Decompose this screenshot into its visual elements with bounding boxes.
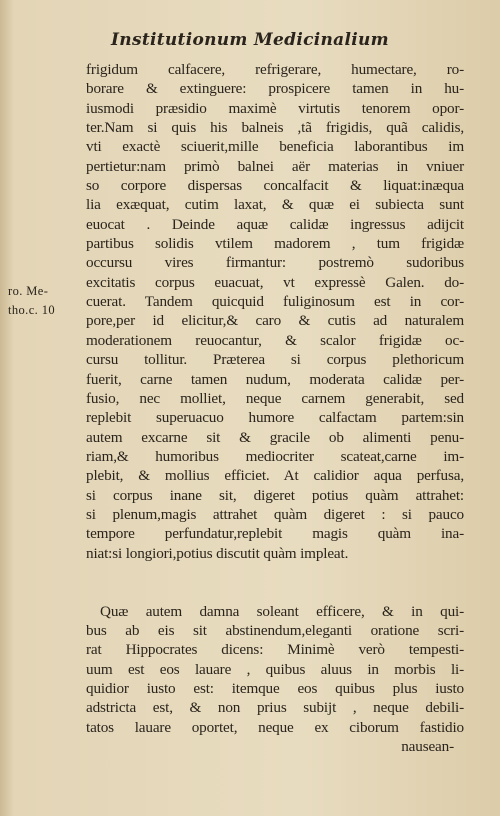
text-line: autem excarne sit & gracile ob alimenti penu- <box>86 428 464 446</box>
text-line: si plenum,magis attrahet quàm digeret : si pauco <box>86 505 464 523</box>
text-line: replebit superuacuo humore calfactam partem:sin <box>86 409 464 427</box>
paragraph-gap <box>86 582 464 601</box>
text-line: partibus solidis vtilem madorem , tum frigidæ <box>86 235 464 253</box>
text-line: iusmodi præsidio maximè virtutis tenorem opor- <box>86 99 464 117</box>
margin-note-line: ro. Me- <box>8 284 49 298</box>
text-line: uum est eos lauare , quibus aluus in morbis li- <box>86 660 464 678</box>
text-line: plebit, & mollius efficiet. At calidior aqua perfusa, <box>86 467 464 485</box>
text-line: quidior iusto est: itemque eos quibus plus iusto <box>86 680 464 697</box>
text-line: excitatis corpus euacuat, vt expressè Galen. do- <box>86 273 464 291</box>
text-line: vti exactè sciuerit,mille beneficia laborantibus im <box>86 138 464 156</box>
text-line: riam,& humoribus mediocriter scateat,carne im- <box>86 447 464 465</box>
text-line: frigidum calfacere, refrigerare, humectare, ro- <box>86 61 464 78</box>
text-line: fusio, nec molliet, neque carnem generabit, sed <box>86 389 464 407</box>
text-line: adstricta est, & non prius subijt , neque debili- <box>86 699 464 717</box>
margin-note-line: tho.c. 10 <box>8 303 55 318</box>
text-line: rat Hippocrates dicens: Minimè verò tempesti- <box>86 641 464 659</box>
text-line: cursu tollitur. Præterea si corpus plethoricum <box>86 351 464 369</box>
text-line: moderationem reuocantur, & scalor frigidæ oc- <box>86 331 464 349</box>
text-line: si corpus inane sit, digeret potius quàm attrahet: <box>86 486 464 504</box>
text-line: lia exæquat, cutim laxat, & quæ ei subiecta sunt <box>86 196 464 214</box>
body-text <box>86 60 464 756</box>
text-line: pertietur:nam primò balnei aër materias in vniuer <box>86 157 464 175</box>
running-header: Institutionum Medicinalium <box>111 30 389 50</box>
paragraph-2 <box>86 602 464 757</box>
catchword: nausean- <box>401 738 454 756</box>
text-line: borare & extinguere: prospicere tamen in hu- <box>86 80 464 98</box>
text-line: Quæ autem damna soleant efficere, & in qui- <box>100 602 464 620</box>
paragraph-1 <box>86 60 464 563</box>
text-line: niat:si longiori,potius discutit quàm impleat. <box>86 544 349 562</box>
text-line: ter.Nam si quis his balneis ,tã frigidis, quã calidis, <box>86 119 464 137</box>
text-line: bus ab eis sit abstinendum,eleganti oratione scri- <box>86 621 464 639</box>
text-line: pore,per id elicitur,& caro & cutis ad naturalem <box>86 312 464 330</box>
text-line: cuerat. Tandem quicquid fuliginosum est in cor- <box>86 293 464 311</box>
margin-note <box>8 282 82 321</box>
paragraph-gap <box>86 563 464 582</box>
text-line: euocat . Deinde aquæ calidæ ingressus adijcit <box>86 215 464 233</box>
text-line: tempore perfundatur,replebit magis quàm ina- <box>86 525 464 543</box>
text-line: so corpore dispersas concalfacit & liquat:inæqua <box>86 177 464 195</box>
text-line: tatos lauare oportet, neque ex ciborum fastidio <box>86 718 464 736</box>
text-line: fuerit, carne tamen nudum, moderata calidæ per- <box>86 370 464 388</box>
text-line: occursu vires firmantur: postremò sudoribus <box>86 254 464 272</box>
